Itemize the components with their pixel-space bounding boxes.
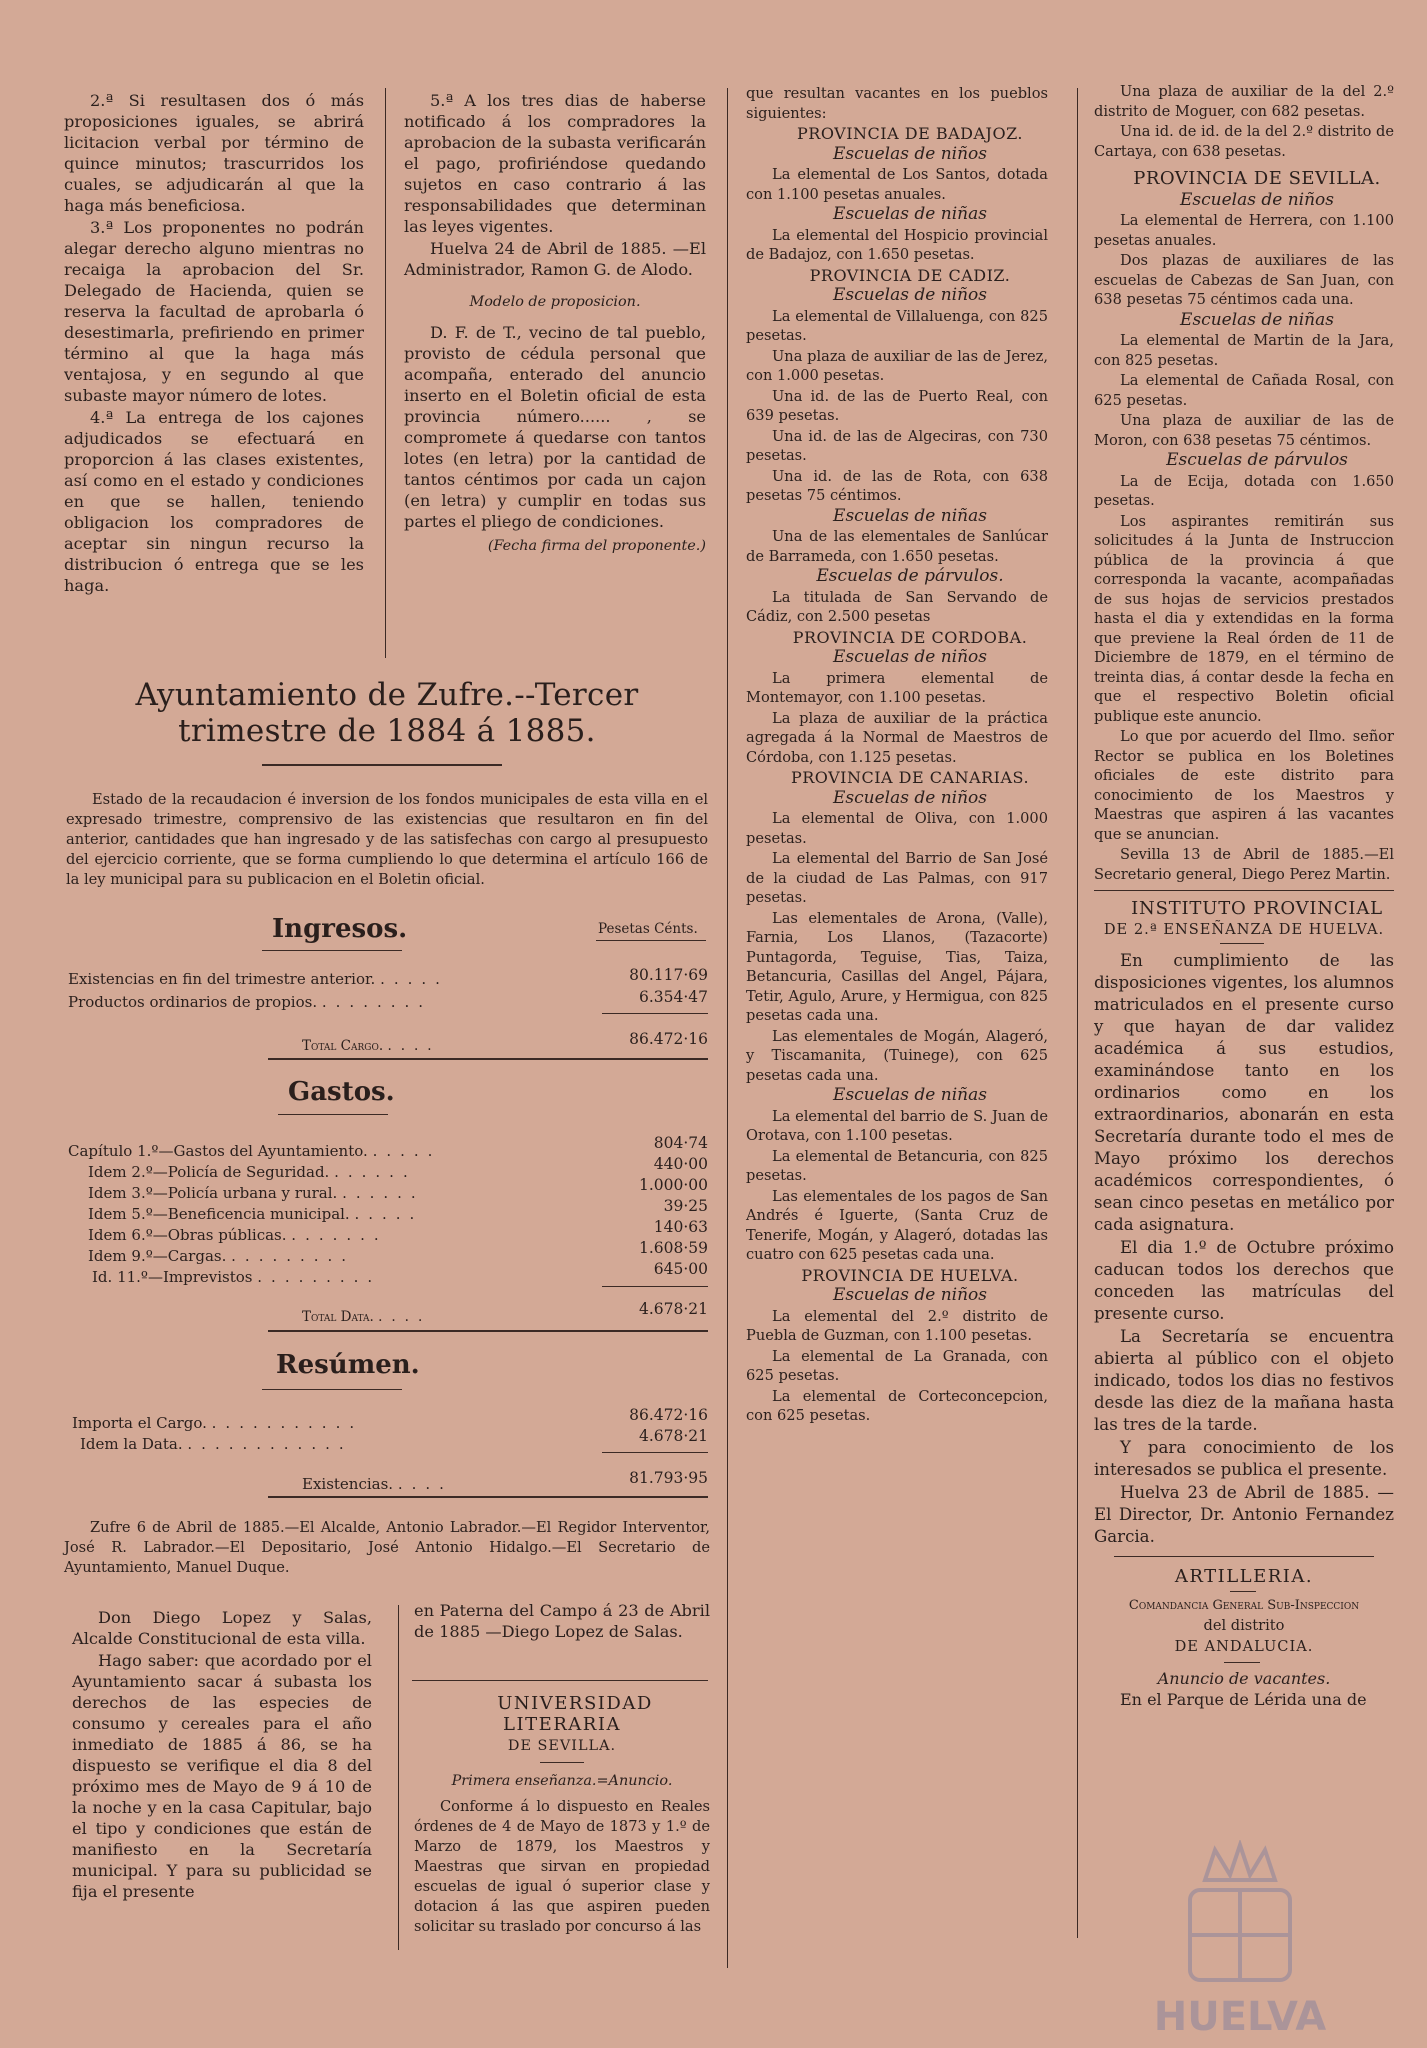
column-divider bbox=[1077, 88, 1078, 1938]
gastos-heading: Gastos. bbox=[288, 1077, 395, 1107]
resumen-amount: 4.678·21 bbox=[638, 1427, 708, 1445]
escuelas-ninos: Escuelas de niños bbox=[1179, 189, 1334, 210]
short-rule bbox=[1230, 1591, 1256, 1592]
resumen-row: Importa el Cargo. ........... bbox=[72, 1414, 364, 1432]
double-rule bbox=[268, 1496, 708, 1498]
paragraph: 3.ª Los proponentes no podrán alegar derecho alguno mientras no recaiga la aprobacion del Sr. Delegado de Hacienda, quien se reserva la facultad de aprobarla ó desestimarla, prefiriendo en primer término al que la haga más ventajosa, y en segundo al que subaste mayor número de lotes. bbox=[64, 218, 364, 405]
ingresos-heading: Ingresos. bbox=[272, 914, 408, 944]
lopez-column-1 bbox=[72, 1607, 372, 1903]
paragraph: La elemental de Herrera, con 1.100 pesetas anuales. bbox=[1094, 212, 1394, 249]
escuelas-ninos: Escuelas de niños bbox=[832, 143, 987, 164]
paragraph: Una id. de las de Rota, con 638 pesetas 75 céntimos. bbox=[746, 467, 1048, 504]
escuelas-ninos: Escuelas de niños bbox=[832, 787, 987, 808]
escuelas-ninas: Escuelas de niñas bbox=[833, 505, 987, 526]
ingreso-row: Existencias en fin del trimestre anterior. ..... bbox=[68, 970, 449, 988]
paragraph: Huelva 24 de Abril de 1885. —El Administrador, Ramon G. de Alodo. bbox=[404, 239, 706, 279]
escuelas-ninas: Escuelas de niñas bbox=[833, 204, 987, 224]
escuelas-ninas: Escuelas de niñas bbox=[1180, 309, 1334, 330]
paragraph: Una plaza de auxiliar de las de Jerez, con 1.000 pesetas. bbox=[746, 347, 1048, 384]
paragraph: Las elementales de Mogán, Alageró, y Tiscamanita, (Tuinege), con 625 pesetas cada una. bbox=[746, 1027, 1048, 1084]
paragraph: Y para conocimiento de los interesados se publica el presente. bbox=[1094, 1438, 1394, 1479]
archive-stamp-watermark bbox=[1135, 1840, 1345, 2045]
distrito: del distrito bbox=[1203, 1617, 1285, 1634]
section-rule bbox=[1094, 890, 1394, 891]
instituto-subtitle: DE 2.ª ENSEÑANZA DE HUELVA. bbox=[1103, 920, 1385, 938]
column-divider bbox=[398, 1605, 399, 1950]
escuelas-ninos: Escuelas de niños bbox=[832, 1285, 987, 1305]
paragraph: Una plaza de auxiliar de las de Moron, con 638 pesetas 75 céntimos. bbox=[1094, 412, 1394, 449]
column-divider bbox=[385, 88, 386, 658]
paragraph: Los aspirantes remitirán sus solicitudes á la Junta de Instruccion pública de la provincia á que corresponda la vacante, acompañadas de sus hojas de servicios prestados hasta el dia y extendidas en la forma que previene la Real órden de 11 de Diciembre de 1879, en el término de treinta dias, á contar desde la fecha en que el respectivo Boletin oficial publique este anuncio. bbox=[1094, 512, 1394, 725]
column-3 bbox=[746, 84, 1048, 1427]
zufre-title: Ayuntamiento de Zufre.--Tercer trimestre de 1884 á 1885. bbox=[135, 677, 639, 749]
provincia-cordoba: PROVINCIA DE CORDOBA. bbox=[792, 627, 1028, 647]
comandancia: Comandancia General Sub-Inspeccion bbox=[1128, 1597, 1360, 1613]
universidad-title: UNIVERSIDAD LITERARIA bbox=[497, 1693, 653, 1735]
short-rule bbox=[1220, 943, 1264, 944]
paragraph: En el Parque de Lérida una de bbox=[1120, 1689, 1367, 1709]
column-4 bbox=[1094, 82, 1394, 1710]
gasto-row: Idem 5.º—Beneficencia municipal. ..... bbox=[88, 1205, 424, 1223]
gasto-row: Idem 2.º—Policía de Seguridad. ...... bbox=[88, 1163, 417, 1181]
anuncio-vacantes: Anuncio de vacantes. bbox=[1157, 1669, 1331, 1688]
escuelas-ninas: Escuelas de niñas bbox=[833, 1085, 987, 1105]
total-data-amount: 4.678·21 bbox=[638, 1300, 708, 1318]
andalucia: DE ANDALUCIA. bbox=[1174, 1637, 1314, 1655]
paragraph: Hago saber: que acordado por el Ayuntamiento sacar á subasta los derechos de las especies de consumo y cereales para el año inmediato de 1885 á 86, se ha dispuesto se verifique el dia 8 del próximo mes de Mayo de 9 á 10 de la noche y en la casa Capitular, bajo el tipo y condiciones que están de manifiesto en la Secretaría municipal. Y para su publicidad se fija el presente bbox=[72, 1651, 372, 1901]
provincia-badajoz: PROVINCIA DE BADAJOZ. bbox=[797, 124, 1023, 143]
gasto-row: Capítulo 1.º—Gastos del Ayuntamiento. ..... bbox=[68, 1142, 442, 1160]
zufre-firma bbox=[64, 1518, 710, 1579]
column-2-top bbox=[404, 90, 706, 557]
gasto-amount: 1.608·59 bbox=[638, 1239, 708, 1257]
anuncio-heading: Primera enseñanza.=Anuncio. bbox=[451, 1773, 673, 1789]
gasto-amount: 804·74 bbox=[653, 1134, 708, 1152]
paragraph: Sevilla 13 de Abril de 1885.—El Secretario general, Diego Perez Martin. bbox=[1094, 846, 1394, 883]
escuelas-parvulos: Escuelas de párvulos bbox=[1166, 450, 1348, 470]
paragraph: La titulada de San Servando de Cádiz, con 2.500 pesetas bbox=[746, 588, 1048, 625]
short-rule bbox=[1224, 1662, 1260, 1663]
paragraph: La Secretaría se encuentra abierta al público con el objeto indicado, todos los dias no festivos desde las diez de la mañana hasta las tres de la tarde. bbox=[1094, 1327, 1394, 1434]
paragraph: La elemental de Betancuria, con 825 pesetas. bbox=[746, 1147, 1048, 1184]
double-rule bbox=[268, 1330, 708, 1332]
artilleria-title: ARTILLERIA. bbox=[1174, 1566, 1314, 1587]
provincia-canarias: PROVINCIA DE CANARIAS. bbox=[790, 768, 1030, 787]
total-cargo-label: Total Cargo. .... bbox=[302, 1038, 441, 1054]
paragraph: En cumplimiento de las disposiciones vigentes, los alumnos matriculados en el presente curso y que hayan de dar validez académica á sus estudios, examinándose tanto en los ordinarios como en los extraordinarios, abonarán en esta Secretaría durante todo el mes de Mayo próximo los derechos académicos correspondientes, ó sean cinco pesetas en metálico por cada asignatura. bbox=[1094, 951, 1394, 1234]
paragraph: que resultan vacantes en los pueblos siguientes: bbox=[746, 85, 1048, 122]
paragraph: Una id. de id. de la del 2.º distrito de Cartaya, con 638 pesetas. bbox=[1094, 123, 1394, 160]
ingreso-amount: 6.354·47 bbox=[638, 988, 708, 1006]
paragraph: Conforme á lo dispuesto en Reales órdenes de 4 de Mayo de 1873 y 1.º de Marzo de 1879, los Maestros y Maestras que sirvan en propiedad escuelas de igual ó superior clase y dotacion á las que aspiren pueden solicitar su traslado por concurso á las bbox=[414, 1798, 710, 1935]
gasto-amount: 1.000·00 bbox=[638, 1176, 708, 1194]
total-rule bbox=[602, 1286, 708, 1287]
total-rule bbox=[602, 1452, 708, 1453]
paragraph: La elemental de Oliva, con 1.000 pesetas. bbox=[746, 810, 1048, 847]
paragraph: La elemental de La Granada, con 625 pesetas. bbox=[746, 1347, 1048, 1384]
gasto-row: Idem 9.º—Cargas. ......... bbox=[88, 1247, 356, 1265]
short-rule bbox=[540, 1762, 584, 1763]
paragraph: La plaza de auxiliar de la práctica agregada á la Normal de Maestros de Córdoba, con 1.125 pesetas. bbox=[746, 709, 1048, 766]
resumen-heading: Resúmen. bbox=[276, 1350, 420, 1380]
paragraph: La elemental de Los Santos, dotada con 1.100 pesetas anuales. bbox=[746, 166, 1048, 203]
ingreso-row: Productos ordinarios de propios. ........ bbox=[68, 993, 433, 1011]
gasto-amount: 140·63 bbox=[653, 1218, 708, 1236]
heading-rule bbox=[278, 1114, 388, 1115]
gasto-row: Idem 3.º—Policía urbana y rural. ...... bbox=[88, 1184, 425, 1202]
modelo-heading: Modelo de proposicion. bbox=[469, 294, 641, 310]
lopez-column-2 bbox=[414, 1600, 710, 1643]
paragraph: La elemental de Martin de la Jara, con 825 pesetas. bbox=[1094, 332, 1394, 369]
gasto-row: Id. 11.º—Imprevistos ......... bbox=[92, 1268, 382, 1286]
paragraph: Una id. de las de Algeciras, con 730 pesetas. bbox=[746, 427, 1048, 464]
paragraph: Zufre 6 de Abril de 1885.—El Alcalde, Antonio Labrador.—El Regidor Interventor, José R. Labrador.—El Depositario, José Antonio Hidalgo.—El Secretario de Ayuntamiento, Manuel Duque. bbox=[64, 1519, 710, 1576]
paragraph: La elemental del Hospicio provincial de Badajoz, con 1.650 pesetas. bbox=[746, 226, 1048, 263]
double-rule bbox=[268, 1058, 708, 1060]
gasto-amount: 440·00 bbox=[653, 1155, 708, 1173]
stamp-text: HUELVA bbox=[1153, 1994, 1327, 2040]
gasto-amount: 39·25 bbox=[663, 1197, 708, 1215]
crown-icon bbox=[1205, 1845, 1275, 1880]
paragraph: Las elementales de los pagos de San Andrés é Iguerte, (Santa Cruz de Tenerife, Mogán, y Alageró, dotadas las cuatro con 625 pesetas cada una. bbox=[746, 1187, 1048, 1263]
paragraph: El dia 1.º de Octubre próximo caducan todos los derechos que conceden las matrículas del presente curso. bbox=[1094, 1238, 1394, 1323]
paragraph: D. F. de T., vecino de tal pueblo, provisto de cédula personal que acompaña, enterado del anuncio inserto en el Boletin oficial de esta provincia número...... , se compromete á quedarse con tantos lotes (en letra) por la cantidad de tantos céntimos por cada un cajon (en letra) y cumplir en todas sus partes el pliego de condiciones. bbox=[404, 323, 706, 531]
column-header: Pesetas Cénts. bbox=[598, 921, 698, 937]
paragraph: 5.ª A los tres dias de haberse notificado á los compradores la aprobacion de la subasta verificarán el pago, profiriéndose quedando sujetos en caso contrario á las responsabilidades que determinan las leyes vigentes. bbox=[404, 91, 706, 236]
paragraph: Las elementales de Arona, (Valle), Farnia, Los Llanos, (Tazacorte) Puntagorda, Teguise, Tias, Taiza, Betancuria, Casillas del Angel, Pájara, Tetir, Agulo, Arure, y Hermigua, con 825 pesetas cada una. bbox=[746, 909, 1048, 1024]
paragraph: La elemental del 2.º distrito de Puebla de Guzman, con 1.100 pesetas. bbox=[746, 1307, 1048, 1344]
provincia-sevilla: PROVINCIA DE SEVILLA. bbox=[1133, 168, 1381, 189]
paragraph: 4.ª La entrega de los cajones adjudicados se efectuará en proporcion á las clases existentes, así como en el estado y condiciones en que se hallen, teniendo obligacion los compradores de aceptar sin ningun recurso la distribucion ó entrega que se les haga. bbox=[64, 408, 364, 595]
existencias-amount: 81.793·95 bbox=[629, 1469, 708, 1487]
firma-proponente: (Fecha firma del proponente.) bbox=[487, 538, 706, 554]
paragraph: Estado de la recaudacion é inversion de los fondos municipales de esta villa en el expresado trimestre, comprensivo de las existencias que resultaron en fin del anterior, cantidades que han ingresado y de las satisfechas con cargo al presupuesto del ejercicio corriente, que se forma cumpliendo lo que determina el artículo 166 de la ley municipal para su publicacion en el Boletin oficial. bbox=[66, 791, 708, 888]
paragraph: Una de las elementales de Sanlúcar de Barrameda, con 1.650 pesetas. bbox=[746, 528, 1048, 565]
universidad-subtitle: DE SEVILLA. bbox=[507, 1738, 617, 1754]
column-divider bbox=[727, 88, 728, 1968]
paragraph: La elemental de Villaluenga, con 825 pesetas. bbox=[746, 307, 1048, 344]
total-rule bbox=[602, 1013, 708, 1014]
heading-rule bbox=[262, 950, 402, 951]
section-rule bbox=[412, 1680, 708, 1681]
paragraph: Una plaza de auxiliar de la del 2.º distrito de Moguer, con 682 pesetas. bbox=[1094, 83, 1394, 120]
ingreso-amount: 80.117·69 bbox=[629, 966, 708, 984]
heading-rule bbox=[262, 1389, 402, 1390]
paragraph: La elemental de Corteconcepcion, con 625 pesetas. bbox=[746, 1387, 1048, 1424]
paragraph: Lo que por acuerdo del Ilmo. señor Rector se publica en los Boletines oficiales de este distrito para conocimiento de los Maestros y Maestras que aspiren á las vacantes que se anuncian. bbox=[1094, 728, 1394, 843]
paragraph: en Paterna del Campo á 23 de Abril de 1885 —Diego Lopez de Salas. bbox=[414, 1601, 710, 1641]
instituto-title: INSTITUTO PROVINCIAL bbox=[1131, 898, 1383, 919]
provincia-cadiz: PROVINCIA DE CADIZ. bbox=[809, 265, 1011, 285]
paragraph: Dos plazas de auxiliares de las escuelas de Cabezas de San Juan, con 638 pesetas 75 céntimos cada una. bbox=[1094, 252, 1394, 308]
gasto-amount: 645·00 bbox=[653, 1260, 708, 1278]
paragraph: La elemental de Cañada Rosal, con 625 pesetas. bbox=[1094, 372, 1394, 409]
existencias-label: Existencias. .... bbox=[302, 1475, 453, 1493]
provincia-huelva: PROVINCIA DE HUELVA. bbox=[801, 1265, 1019, 1285]
paragraph: La elemental del Barrio de San José de la ciudad de Las Palmas, con 917 pesetas. bbox=[746, 850, 1048, 906]
paragraph: Don Diego Lopez y Salas, Alcalde Constitucional de esta villa. bbox=[72, 1608, 372, 1648]
instituto-body bbox=[1094, 950, 1394, 1548]
title-rule bbox=[262, 764, 502, 766]
paragraph: Una id. de las de Puerto Real, con 639 pesetas. bbox=[746, 387, 1048, 424]
escuelas-ninos: Escuelas de niños bbox=[832, 647, 987, 667]
paragraph: La elemental del barrio de S. Juan de Orotava, con 1.100 pesetas. bbox=[746, 1107, 1048, 1144]
paragraph: 2.ª Si resultasen dos ó más proposiciones iguales, se abrirá licitacion verbal por término de quince minutos; trascurridos los cuales, se adjudicarán al que la haga más beneficiosa. bbox=[64, 91, 364, 215]
resumen-amount: 86.472·16 bbox=[629, 1406, 708, 1424]
total-data-label: Total Data. .... bbox=[302, 1309, 432, 1325]
resumen-row: Idem la Data. ............ bbox=[80, 1435, 353, 1453]
header-rule bbox=[596, 940, 706, 941]
escuelas-parvulos: Escuelas de párvulos. bbox=[816, 566, 1004, 586]
universidad-column bbox=[414, 1693, 710, 1938]
column-1-top bbox=[64, 90, 364, 597]
paragraph: La de Ecija, dotada con 1.650 pesetas. bbox=[1094, 472, 1394, 509]
zufre-intro bbox=[66, 790, 708, 891]
total-cargo-amount: 86.472·16 bbox=[629, 1030, 708, 1048]
escuelas-ninos: Escuelas de niños bbox=[832, 285, 987, 305]
gasto-row: Idem 6.º—Obras públicas. ....... bbox=[88, 1226, 388, 1244]
section-rule bbox=[1114, 1556, 1374, 1557]
paragraph: Huelva 23 de Abril de 1885. —El Director, Dr. Antonio Fernandez Garcia. bbox=[1094, 1483, 1394, 1546]
paragraph: La primera elemental de Montemayor, con 1.100 pesetas. bbox=[746, 669, 1048, 706]
